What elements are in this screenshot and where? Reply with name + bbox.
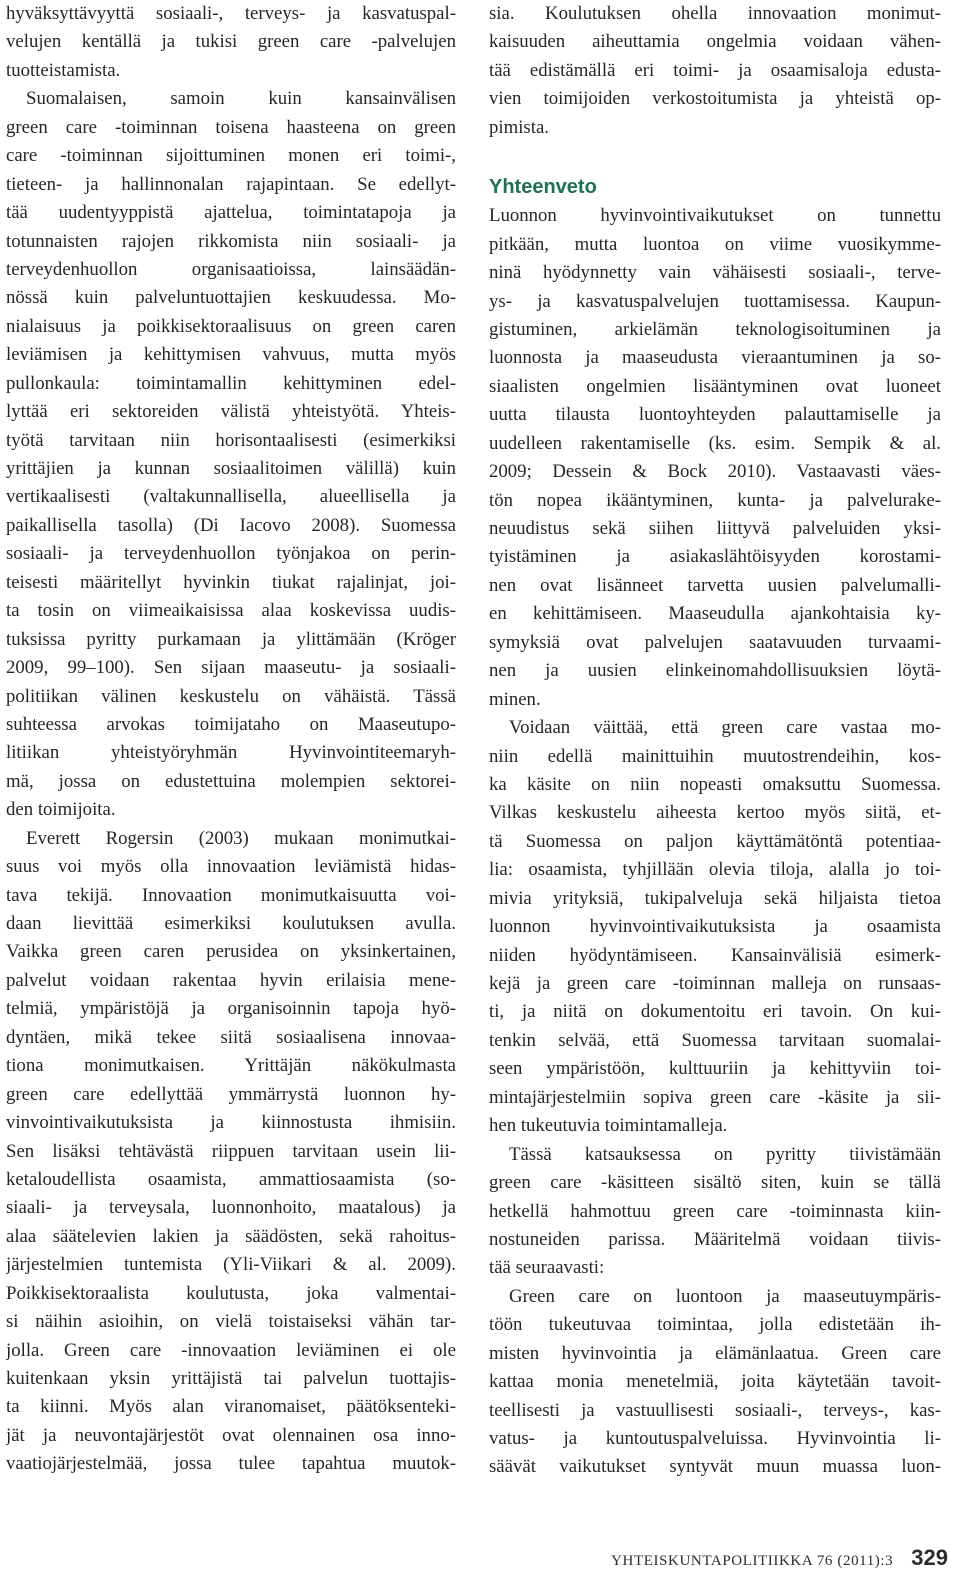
text-line: kaisuuden aiheuttamia ongelmia voidaan vähen-: [489, 31, 941, 53]
paragraph: [489, 1283, 941, 1482]
text-line: suhteessa arvokas toimijataho on Maaseutupo-: [6, 713, 456, 735]
text-line: jät ja neuvontajärjestöt ovat olennainen osa inno-: [6, 1424, 456, 1446]
text-line: ninä hyödynnetty vain vähäisesti sosiaali-, terve-: [489, 262, 941, 284]
text-line: tuksissa pyritty purkamaan ja ylittämään (Kröger: [6, 628, 456, 650]
text-line: mintajärjestelmiin sopiva green care -käsite ja sii-: [489, 1086, 941, 1108]
text-line: siaali- ja terveysala, luonnonhoito, maatalous) ja: [6, 1197, 456, 1219]
text-line: nialaisuus ja poikkisektoraalisuus on green caren: [6, 315, 456, 337]
text-line: minen.: [489, 688, 541, 710]
text-line: sosiaali- ja terveydenhuollon työnjakoa on perin-: [6, 543, 456, 565]
text-line: 2009, 99–100). Sen sijaan maaseutu- ja sosiaali-: [6, 657, 456, 679]
right-column: [489, 0, 941, 1482]
text-line: suus voi myös olla innovaation leviämistä hidas-: [6, 856, 456, 878]
text-line: ta tosin on viimeaikaisissa alaa koskevissa uudis-: [6, 600, 456, 622]
text-line: mä, jossa on edustettuina molempien sektorei-: [6, 770, 456, 792]
text-line: pullonkaula: toimintamallin kehittyminen edel-: [6, 372, 456, 394]
text-line: en kehittämiseen. Maaseudulla ajankohtaisia ky-: [489, 603, 941, 625]
text-line: Vaikka green caren perusidea on yksinkertainen,: [6, 941, 456, 963]
paragraph: [6, 825, 456, 1479]
text-line: vertikaalisesti (valtakunnallisella, alueellisella ja: [6, 486, 456, 508]
text-line: jolla. Green care -innovaation leviäminen ei ole: [6, 1339, 456, 1361]
paragraph: [489, 202, 941, 714]
text-line: vien toimijoiden verkostoitumista ja yhteistä op-: [489, 88, 941, 110]
text-line: uutta tilausta luontoyhteyden palauttamiselle ja: [489, 404, 941, 426]
text-line: green care edellyttää ymmärrystä luonnon hy-: [6, 1083, 456, 1105]
text-line: care -toiminnan sijoittuminen monen eri toimi-,: [6, 145, 456, 167]
text-line: symyksiä ovat palvelujen saatavuuden turvaami-: [489, 631, 941, 653]
text-line: vatus- ja kuntoutuspalveluissa. Hyvinvointia li-: [489, 1428, 941, 1449]
text-line: järjestelmien tuntemista (Yli-Viikari & al. 2009).: [6, 1254, 456, 1276]
text-line: ta kiinni. Myös alan viranomaiset, päätöksenteki-: [6, 1396, 456, 1418]
spacer: [489, 142, 941, 172]
text-line: ti, ja niitä on dokumentoitu eri tavoin. On kui-: [489, 1001, 941, 1023]
text-line: yrittäjien ja kunnan sosiaalitoimen välillä) kuin: [6, 458, 456, 479]
text-line: Vilkas keskustelu aiheesta kertoo myös siitä, et-: [489, 802, 941, 824]
paragraph: [6, 85, 456, 824]
text-line: neuudistus sekä siihen liittyvä palveluiden yksi-: [489, 518, 941, 539]
text-line: telmiä, ympäristöjä ja organisoinnin tapoja hyö-: [6, 998, 456, 1020]
text-line: tön nopea ikääntyminen, kunta- ja palvelurake-: [489, 489, 941, 511]
text-line: hyväksyttävyyttä sosiaali-, terveys- ja kasvatuspal-: [6, 3, 456, 24]
text-line: hetkellä hahmottuu green care -toiminnasta kiin-: [489, 1200, 941, 1222]
left-column: [6, 0, 456, 1479]
paragraph: [489, 0, 941, 142]
text-line: säävät vaikutukset syntyvät muun muassa luon-: [489, 1456, 941, 1478]
paragraph: [489, 1141, 941, 1283]
text-line: den toimijoita.: [6, 799, 116, 821]
text-line: green care -käsitteen sisältö siten, kuin se tällä: [489, 1172, 941, 1194]
text-line: green care -toiminnan toisena haasteena on green: [6, 116, 456, 138]
text-line: pitkään, mutta luontoa on viime vuosikymme-: [489, 233, 941, 255]
text-line: dyntäen, mikä tekee siitä sosiaalisena innovaa-: [6, 1026, 456, 1048]
text-line: pimista.: [489, 116, 549, 138]
page-number: 329: [911, 1545, 948, 1570]
text-line: vaatiojärjestelmää, jossa tulee tapahtua muutok-: [6, 1453, 456, 1475]
text-line: paikallisella tasolla) (Di Iacovo 2008). Suomessa: [6, 514, 456, 536]
paragraph: [6, 0, 456, 85]
text-line: teellisesti ja vastuullisesti sosiaali-, terveys-, kas-: [489, 1399, 941, 1421]
text-line: töön tukeutuvaa toimintaa, jolla edistetään ih-: [489, 1314, 941, 1336]
text-line: siaalisten ongelmien lisääntyminen ovat luoneet: [489, 375, 941, 397]
text-line: tiona monimutkaisen. Yrittäjän näkökulmasta: [6, 1055, 456, 1077]
text-line: ketaloudellista osaamista, ammattiosaamista (so-: [6, 1168, 456, 1190]
text-line: leviämisen ja kehittymisen vahvuus, mutta myös: [6, 344, 456, 366]
text-line: kattaa monia menetelmiä, joita käytetään tavoit-: [489, 1371, 941, 1393]
journal-citation: YHTEISKUNTAPOLITIIKKA 76 (2011):3: [611, 1553, 894, 1569]
text-line: ka käsite on niin nopeasti omaksuttu Suomessa.: [489, 773, 941, 795]
text-line: si näihin asioihin, on vielä toistaiseksi vähän tar-: [6, 1311, 456, 1333]
text-line: mivia yrityksiä, tukipalveluja sekä hiljaista tietoa: [489, 887, 941, 909]
text-line: tava tekijä. Innovaation monimutkaisuutta voi-: [6, 884, 456, 906]
text-line: niiden hyödyntämiseen. Kansainvälisiä esimerk-: [489, 944, 941, 966]
text-line: tyistäminen ja asiakaslähtöisyyden korostami-: [489, 546, 941, 568]
text-line: palvelut voidaan rakentaa hyvin erilaisia mene-: [6, 969, 456, 991]
text-line: 2009; Dessein & Bock 2010). Vastaavasti väes-: [489, 461, 941, 483]
text-line: vinvointivaikutuksista ja kiinnostusta ihmisiin.: [6, 1112, 456, 1134]
text-line: lia: osaamista, tyhjillään olevia tiloja, alalla jo toi-: [489, 859, 941, 881]
text-line: tä Suomessa on paljon käyttämätöntä potentiaa-: [489, 830, 941, 852]
text-line: tää seuraavasti:: [489, 1257, 605, 1279]
text-line: uudelleen rakentamiselle (ks. esim. Sempik & al.: [489, 432, 941, 454]
text-line: alaa säätelevien lakien ja säädösten, sekä rahoitus-: [6, 1225, 456, 1247]
text-line: hen tukeutuvia toimintamalleja.: [489, 1115, 728, 1137]
text-line: lyttää eri sektoreiden välistä yhteistyötä. Yhteis-: [6, 401, 456, 423]
text-line: misten hyvinvointia ja elämänlaatua. Green care: [489, 1342, 941, 1364]
text-line: politiikan välinen keskustelu on vähäistä. Tässä: [6, 685, 456, 707]
text-line: tuotteistamista.: [6, 59, 121, 81]
text-line: kuitenkaan yksin yrittäjistä tai palvelun tuottajis-: [6, 1368, 456, 1389]
text-line: nostuneiden parissa. Määritelmä voidaan tiivis-: [489, 1228, 941, 1250]
section-heading: Yhteenveto: [489, 176, 597, 199]
text-line: Everett Rogersin (2003) mukaan monimutkai-: [26, 827, 456, 849]
text-line: nen ovat lisänneet tarvetta uusien palvelumalli-: [489, 574, 941, 596]
text-line: nössä kuin palveluntuottajien keskuudessa. Mo-: [6, 287, 456, 309]
paragraph: [489, 714, 941, 1141]
text-line: tää edistämällä eri toimi- ja osaamisaloja edusta-: [489, 59, 941, 81]
text-line: totunnaisten rajojen rikkomista niin sosiaali- ja: [6, 230, 456, 252]
text-line: Tässä katsauksessa on pyritty tiivistämään: [509, 1143, 941, 1165]
text-line: teisesti määritellyt hyvinkin tiukat rajalinjat, joi-: [6, 571, 456, 593]
text-line: sia. Koulutuksen ohella innovaation monimut-: [489, 3, 941, 24]
page-footer: [611, 1545, 948, 1571]
text-line: Green care on luontoon ja maaseutuympäris-: [509, 1285, 941, 1307]
text-line: tieteen- ja hallinnonalan rajapintaan. Se edellyt-: [6, 173, 456, 195]
text-line: ys- ja kasvatuspalvelujen tuottamisessa. Kaupun-: [489, 290, 941, 312]
text-line: Luonnon hyvinvointivaikutukset on tunnettu: [489, 205, 941, 227]
text-line: kejä ja green care -toiminnan malleja on runsaas-: [489, 973, 941, 994]
text-line: litiikan yhteistyöryhmän Hyvinvointiteemaryh-: [6, 742, 456, 764]
text-line: niin edellä mainittuihin muutostrendeihin, kos-: [489, 745, 941, 767]
text-line: Poikkisektoraalista koulutusta, joka valmentai-: [6, 1282, 456, 1304]
text-line: daan lievittää esimerkiksi koulutuksen avulla.: [6, 913, 456, 934]
text-line: velujen kentällä ja tukisi green care -palvelujen: [6, 31, 456, 53]
text-line: nen ja uusien elinkeinomahdollisuuksien löytä-: [489, 660, 941, 682]
text-line: Voidaan väittää, että green care vastaa mo-: [509, 717, 941, 739]
text-line: luonnosta ja maaseudusta vieraantuminen ja so-: [489, 347, 941, 369]
text-line: luonnon hyvinvointivaikutuksista ja osaamista: [489, 916, 941, 938]
text-line: tenkin selvää, että Suomessa tarvitaan suomalai-: [489, 1029, 941, 1051]
text-line: Suomalaisen, samoin kuin kansainvälisen: [26, 88, 456, 110]
text-line: seen ympäristöön, kulttuuriin ja kehittyviin toi-: [489, 1058, 941, 1080]
text-line: työtä tarvitaan niin horisontaalisesti (esimerkiksi: [6, 429, 456, 451]
text-line: gistuminen, arkielämän teknologisoituminen ja: [489, 318, 941, 340]
text-line: terveydenhuollon organisaatioissa, lainsäädän-: [6, 258, 456, 280]
text-line: tää uudentyyppistä ajattelua, toimintatapoja ja: [6, 202, 456, 224]
text-line: Sen lisäksi tehtävästä riippuen tarvitaan usein lii-: [6, 1140, 456, 1162]
